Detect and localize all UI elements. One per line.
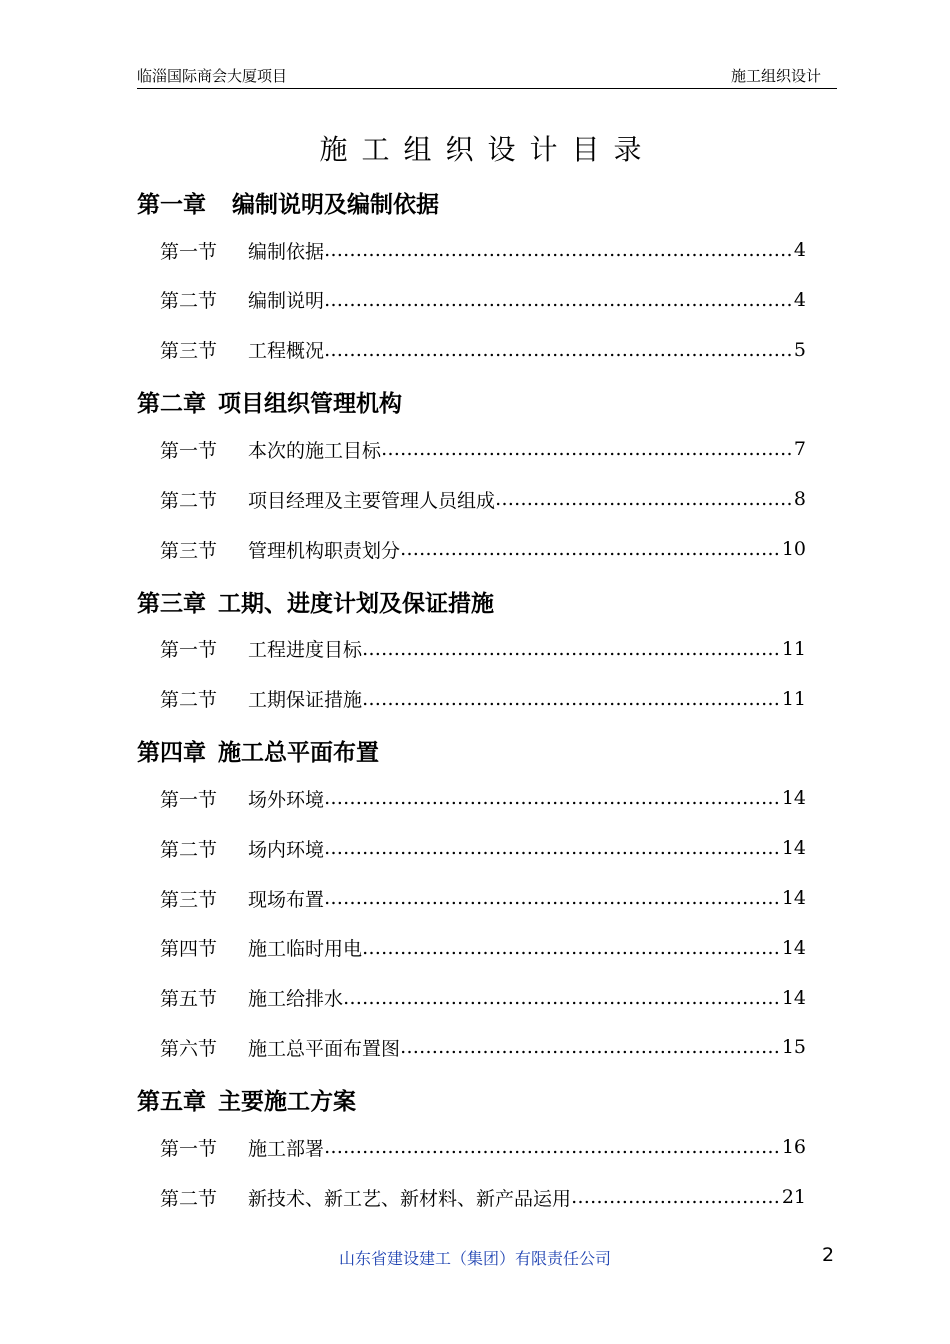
- toc-section-row[interactable]: [160, 1133, 806, 1161]
- chapter-title: 项目组织管理机构: [218, 391, 402, 418]
- section-page-number: 14: [781, 936, 806, 959]
- chapter-label: 第四章: [137, 740, 206, 767]
- section-label: 第四节: [160, 938, 218, 961]
- dot-leader: [324, 887, 782, 909]
- chapter-heading[interactable]: [137, 734, 379, 767]
- toc-section-row[interactable]: [160, 535, 806, 563]
- section-title: 编制说明: [248, 290, 325, 313]
- toc-section-row[interactable]: [160, 286, 806, 314]
- chapter-label: 第五章: [137, 1089, 206, 1116]
- toc-section-row[interactable]: [160, 784, 806, 812]
- section-title: 场内环境: [248, 838, 325, 861]
- dot-leader: [324, 787, 782, 809]
- chapter-label: 第三章: [137, 590, 206, 617]
- section-label: 第三节: [160, 539, 218, 562]
- toc-title: 施工组织设计目录: [319, 133, 656, 166]
- section-label: 第三节: [160, 340, 218, 363]
- section-label: 第五节: [160, 988, 218, 1011]
- section-title: 编制依据: [248, 240, 325, 263]
- dot-leader: [571, 1186, 782, 1208]
- section-title: 工程进度目标: [248, 639, 363, 662]
- chapter-title: 施工总平面布置: [218, 740, 379, 767]
- toc-section-row[interactable]: [160, 336, 806, 364]
- section-title: 工程概况: [248, 340, 325, 363]
- dot-leader: [324, 239, 794, 261]
- chapter-heading[interactable]: [137, 1083, 356, 1116]
- chapter-title: 编制说明及编制依据: [232, 192, 439, 218]
- toc-section-row[interactable]: [160, 884, 806, 912]
- section-label: 第一节: [160, 788, 218, 811]
- chapter-title: 工期、进度计划及保证措施: [218, 590, 494, 617]
- toc-section-row[interactable]: [160, 435, 806, 463]
- section-title: 项目经理及主要管理人员组成: [248, 489, 496, 512]
- section-page-number: 11: [781, 637, 806, 660]
- section-page-number: 5: [793, 338, 806, 361]
- dot-leader: [381, 438, 794, 460]
- section-title: 施工给排水: [248, 988, 344, 1011]
- toc-section-row[interactable]: [160, 685, 806, 713]
- page-number: 2: [822, 1244, 835, 1266]
- section-label: 第二节: [160, 689, 218, 712]
- header-project-name: 临淄国际商会大厦项目: [137, 67, 288, 85]
- section-page-number: 8: [793, 488, 806, 511]
- section-title: 施工总平面布置图: [248, 1037, 401, 1060]
- section-label: 第二节: [160, 838, 218, 861]
- section-page-number: 14: [781, 837, 806, 860]
- section-page-number: 11: [781, 687, 806, 710]
- section-page-number: 10: [781, 538, 806, 560]
- section-page-number: 16: [781, 1136, 806, 1159]
- toc-section-row[interactable]: [160, 934, 806, 962]
- section-page-number: 4: [793, 288, 806, 311]
- section-label: 第三节: [160, 888, 218, 911]
- toc-section-row[interactable]: [160, 236, 806, 264]
- chapter-heading[interactable]: [137, 585, 494, 618]
- dot-leader: [343, 987, 782, 1009]
- dot-leader: [324, 1136, 782, 1158]
- section-label: 第一节: [160, 439, 218, 462]
- chapter-heading[interactable]: [137, 385, 402, 418]
- toc-section-row[interactable]: [160, 834, 806, 862]
- section-title: 场外环境: [248, 788, 325, 811]
- chapter-title: 主要施工方案: [218, 1089, 356, 1116]
- chapter-label: 第一章: [137, 192, 206, 218]
- dot-leader: [362, 688, 782, 710]
- section-title: 施工部署: [248, 1137, 325, 1160]
- section-page-number: 4: [793, 239, 806, 261]
- toc-section-row[interactable]: [160, 485, 806, 513]
- dot-leader: [495, 488, 794, 510]
- section-title: 现场布置: [248, 888, 325, 911]
- section-title: 本次的施工目标: [248, 439, 382, 462]
- chapter-label: 第二章: [137, 391, 206, 418]
- section-title: 管理机构职责划分: [248, 539, 401, 562]
- section-title: 工期保证措施: [248, 689, 363, 712]
- header-doc-type: 施工组织设计: [730, 67, 821, 85]
- dot-leader: [400, 538, 782, 560]
- dot-leader: [362, 638, 782, 660]
- dot-leader: [362, 937, 782, 959]
- section-page-number: 14: [781, 787, 806, 810]
- dot-leader: [400, 1036, 782, 1058]
- section-label: 第二节: [160, 1187, 218, 1210]
- toc-section-row[interactable]: [160, 984, 806, 1012]
- section-label: 第一节: [160, 240, 218, 263]
- section-page-number: 14: [781, 887, 806, 909]
- section-page-number: 14: [781, 986, 806, 1009]
- toc-section-row[interactable]: [160, 1033, 806, 1061]
- dot-leader: [324, 289, 794, 311]
- section-page-number: 7: [793, 438, 806, 461]
- toc-section-row[interactable]: [160, 1183, 806, 1211]
- section-title: 施工临时用电: [248, 938, 363, 961]
- footer-company: 山东省建设建工（集团）有限责任公司: [338, 1249, 611, 1268]
- dot-leader: [324, 837, 782, 859]
- section-page-number: 21: [781, 1186, 806, 1208]
- section-label: 第一节: [160, 639, 218, 662]
- toc-section-row[interactable]: [160, 635, 806, 663]
- section-label: 第二节: [160, 489, 218, 512]
- chapter-heading[interactable]: [137, 186, 439, 219]
- section-label: 第六节: [160, 1037, 218, 1060]
- section-title: 新技术、新工艺、新材料、新产品运用: [248, 1187, 572, 1210]
- section-label: 第二节: [160, 290, 218, 313]
- section-label: 第一节: [160, 1137, 218, 1160]
- section-page-number: 15: [781, 1036, 806, 1059]
- dot-leader: [324, 339, 794, 361]
